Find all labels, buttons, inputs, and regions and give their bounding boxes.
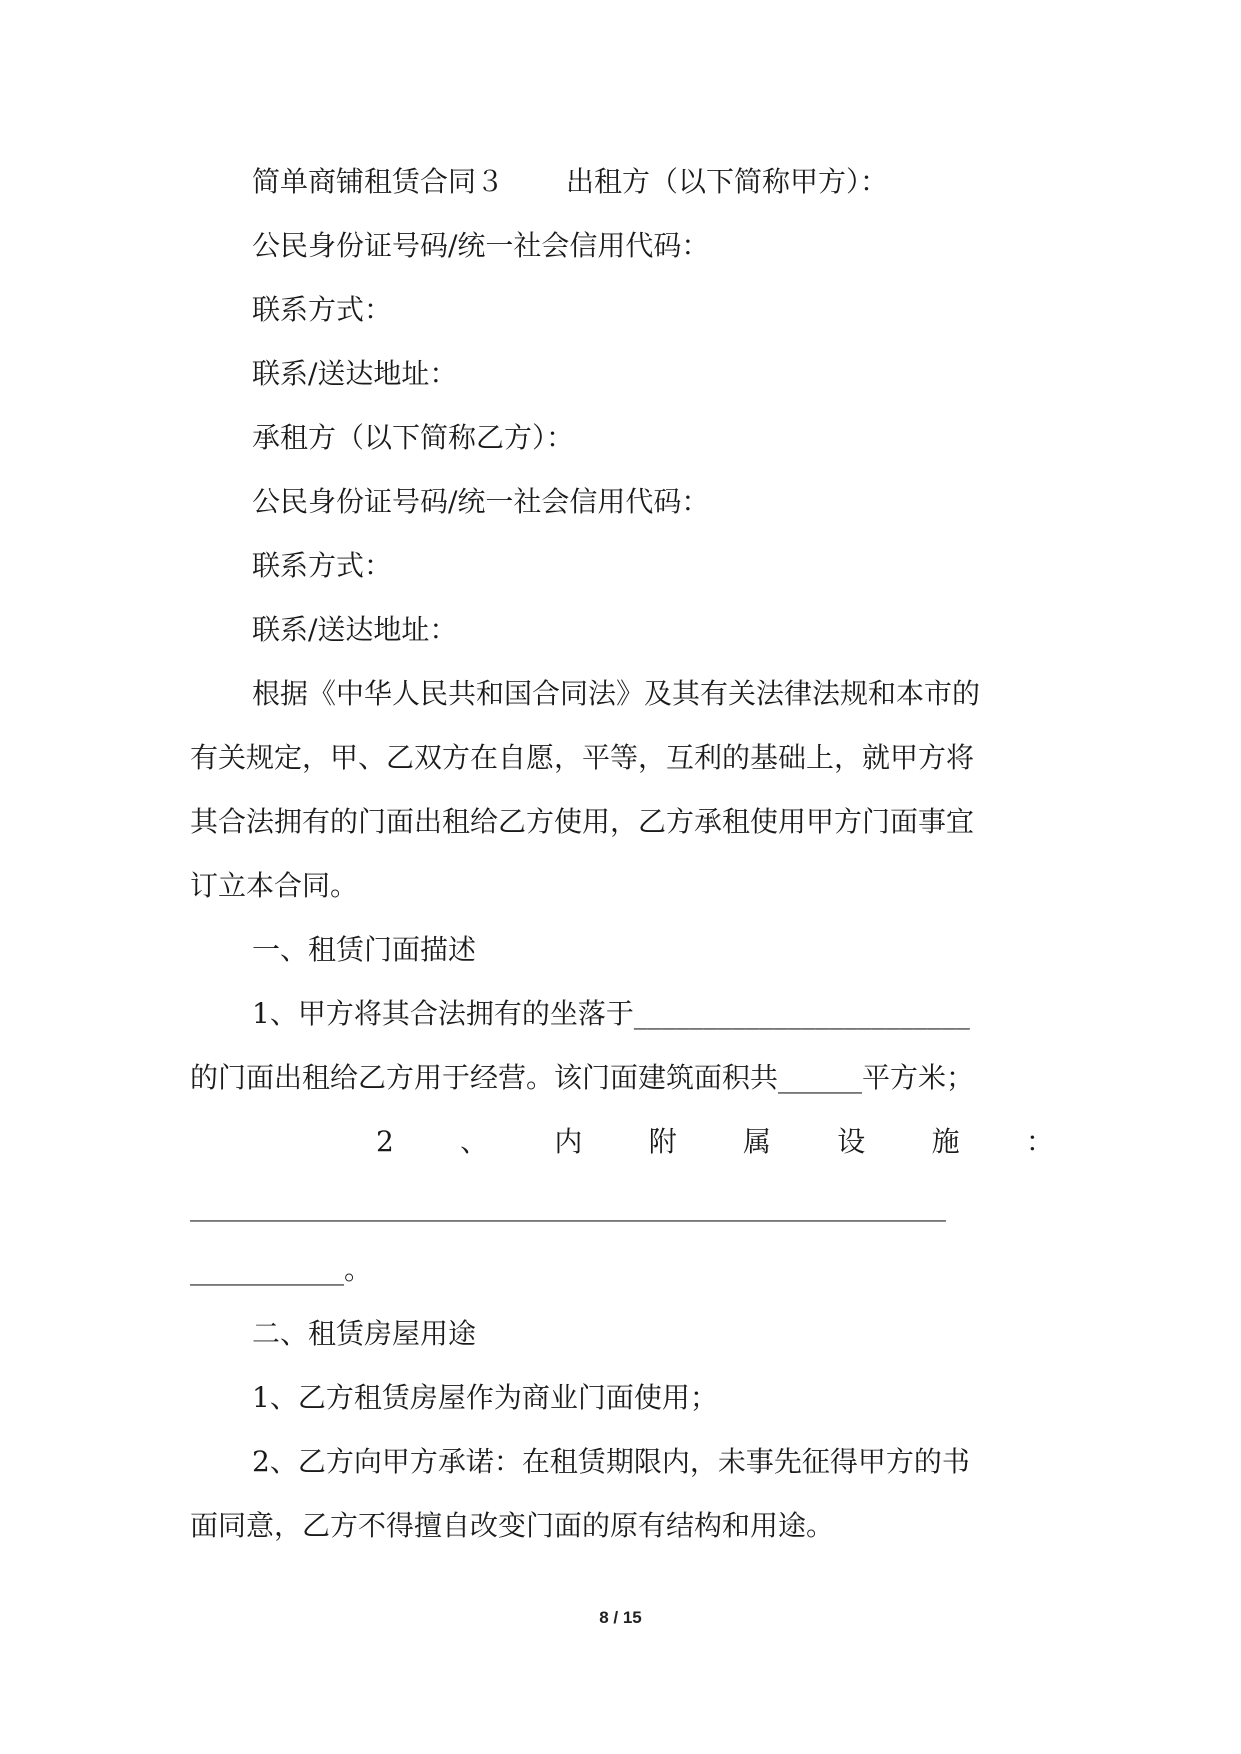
clause-1-1-line-2: 的门面出租给乙方用于经营。该门面建筑面积共______平方米； [190, 1061, 975, 1094]
clause-1-2-char: 内 [554, 1125, 583, 1158]
lessee-contact-field: 联系方式： [252, 549, 393, 582]
clause-1-2-blank-line: ______________________________________________________ [190, 1189, 946, 1222]
clause-1-1-line-1: 1、甲方将其合法拥有的坐落于________________________ [252, 997, 970, 1030]
clause-1-2-blank-line-end: ___________。 [190, 1253, 373, 1286]
lessee-label: 承租方（以下简称乙方）： [252, 421, 575, 454]
lessor-contact-field: 联系方式： [252, 293, 393, 326]
preamble-line: 有关规定，甲、乙双方在自愿，平等，互利的基础上，就甲方将 [190, 741, 975, 774]
title-line [190, 150, 1054, 214]
clause-2-2-line-2: 面同意，乙方不得擅自改变门面的原有结构和用途。 [190, 1509, 835, 1542]
clause-1-2-line-1 [190, 1110, 1054, 1174]
document-body [190, 150, 1054, 1558]
preamble-line: 订立本合同。 [190, 869, 359, 902]
lessee-address-field: 联系/送达地址： [252, 613, 458, 646]
section-1-heading: 一、租赁门面描述 [252, 933, 477, 966]
lessor-label: 出租方（以下简称甲方）： [566, 165, 889, 198]
lessee-id-field: 公民身份证号码/统一社会信用代码： [252, 485, 710, 518]
clause-1-2-char: ： [1025, 1125, 1054, 1158]
lessor-address-field: 联系/送达地址： [252, 357, 458, 390]
section-2-heading: 二、租赁房屋用途 [252, 1317, 477, 1350]
clause-2-2-line-1: 2、乙方向甲方承诺：在租赁期限内，未事先征得甲方的书 [252, 1445, 970, 1478]
page-number: 8 / 15 [599, 1608, 642, 1627]
clause-1-2-char: 施 [931, 1125, 960, 1158]
clause-1-2-char: 设 [837, 1125, 866, 1158]
document-title: 简单商铺租赁合同３ [252, 165, 505, 198]
preamble-line: 根据《中华人民共和国合同法》及其有关法律法规和本市的 [252, 677, 981, 710]
clause-2-1: 1、乙方租赁房屋作为商业门面使用； [252, 1381, 718, 1414]
clause-1-2-char: 附 [648, 1125, 677, 1158]
lessor-id-field: 公民身份证号码/统一社会信用代码： [252, 229, 710, 262]
clause-1-2-char: 属 [743, 1125, 772, 1158]
clause-1-2-char: 2 [376, 1125, 394, 1158]
preamble-line: 其合法拥有的门面出租给乙方使用，乙方承租使用甲方门面事宜 [190, 805, 975, 838]
clause-1-2-char: 、 [460, 1125, 489, 1158]
